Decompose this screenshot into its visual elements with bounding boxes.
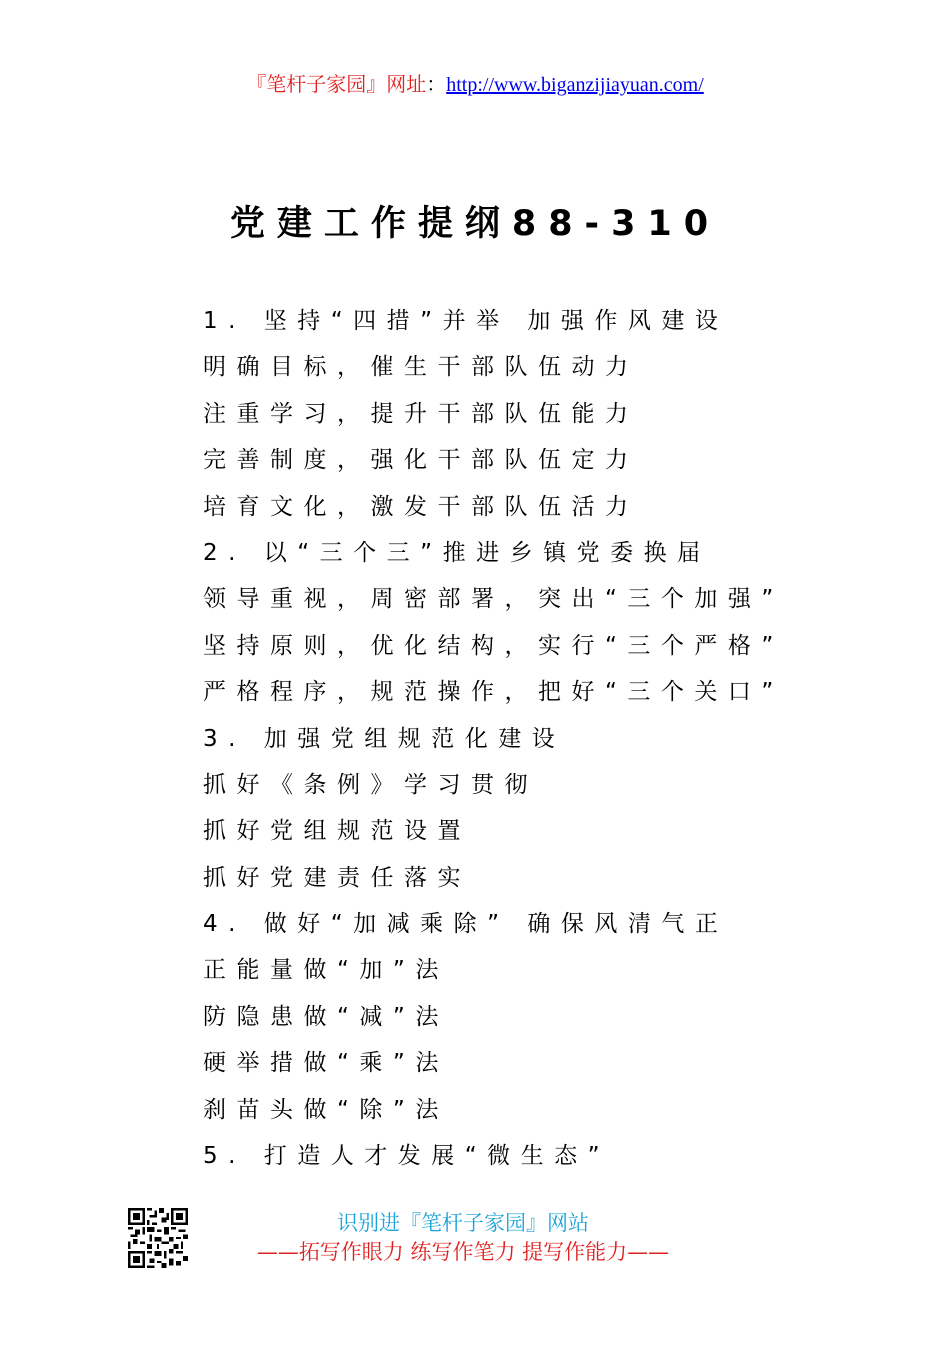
document-line: 3. 加强党组规范化建设 xyxy=(203,725,566,752)
document-title: 党建工作提纲88-310 xyxy=(229,204,721,244)
header-separator: ： xyxy=(426,74,447,96)
footer-line-2: ——拓写作眼力 练写作笔力 提写作能力—— xyxy=(256,1240,670,1264)
document-line: 完善制度，强化干部队伍定力 xyxy=(203,447,639,474)
document-line: 硬举措做“乘”法 xyxy=(203,1050,449,1077)
footer-line-1: 识别进『笔杆子家园』网站 xyxy=(337,1211,589,1235)
document-line: 注重学习，提升干部队伍能力 xyxy=(203,400,639,427)
document-line: 明确目标，催生干部队伍动力 xyxy=(203,354,639,381)
document-line: 2. 以“三个三”推进乡镇党委换届 xyxy=(203,539,711,566)
document-body xyxy=(203,298,923,1179)
document-line: 正能量做“加”法 xyxy=(203,957,449,984)
document-line: 防隐患做“减”法 xyxy=(203,1003,449,1030)
document-line: 培育文化，激发干部队伍活力 xyxy=(203,493,639,520)
document-line: 严格程序，规范操作，把好“三个关口” xyxy=(203,679,784,706)
document-line: 领导重视，周密部署，突出“三个加强” xyxy=(203,586,784,613)
page-header xyxy=(0,70,950,99)
document-line: 1. 坚持“四措”并举 加强作风建设 xyxy=(203,308,729,334)
document-line: 抓好党组规范设置 xyxy=(203,818,471,845)
document-line: 4. 做好“加减乘除” 确保风清气正 xyxy=(203,911,729,938)
document-line: 抓好党建责任落实 xyxy=(203,864,471,891)
document-line: 坚持原则，优化结构，实行“三个严格” xyxy=(203,632,784,659)
document-line: 5. 打造人才发展“微生态” xyxy=(203,1143,611,1170)
site-url-link[interactable]: http://www.biganzijiayuan.com/ xyxy=(446,74,704,96)
document-line: 抓好《条例》学习贯彻 xyxy=(203,771,538,798)
document-line: 刹苗头做“除”法 xyxy=(203,1096,449,1123)
site-name: 『笔杆子家园』网址 xyxy=(246,72,427,96)
